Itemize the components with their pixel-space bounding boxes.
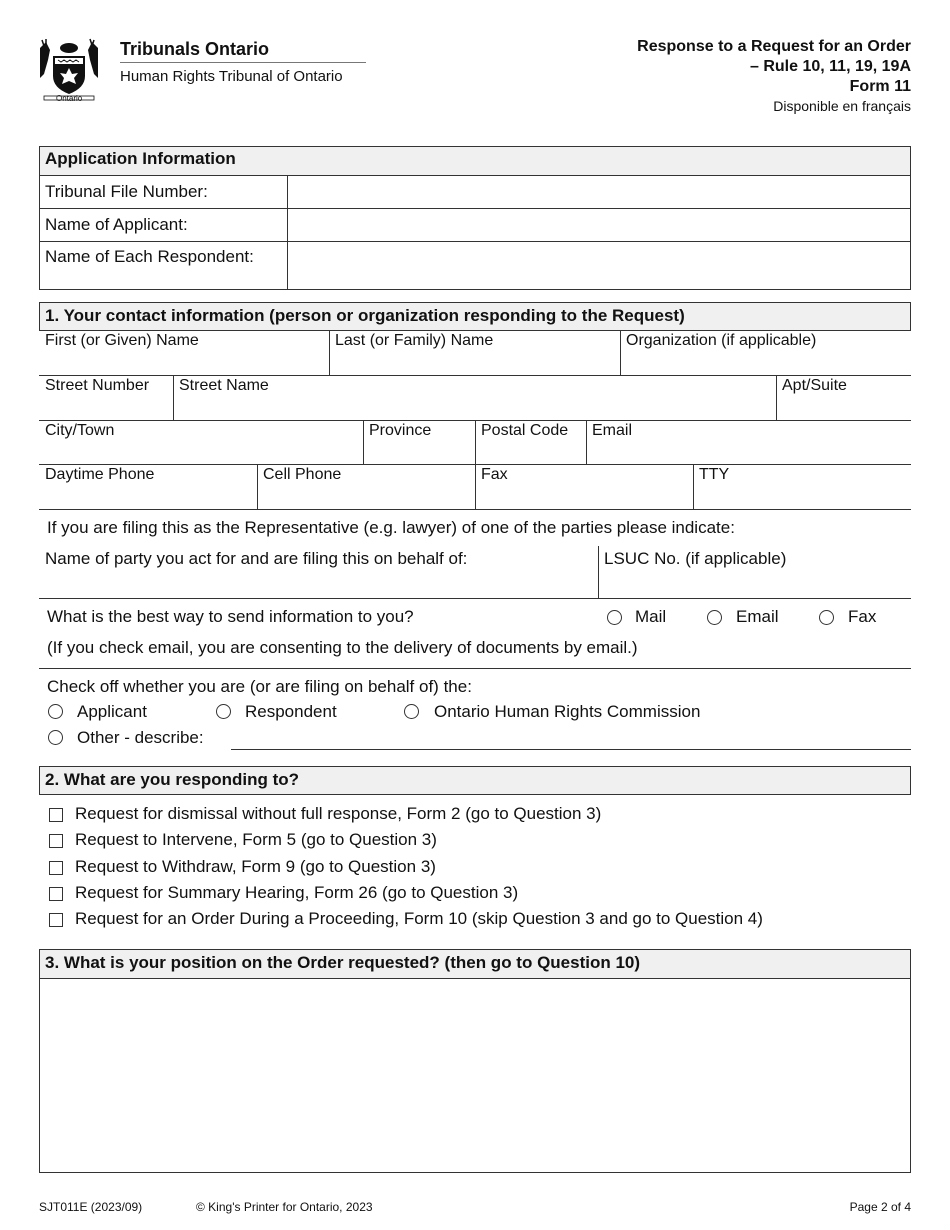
city-label: City/Town xyxy=(45,422,115,439)
postal-code-field[interactable] xyxy=(477,441,585,463)
role-other-description-field[interactable] xyxy=(231,728,911,750)
form-title-line-2: – Rule 10, 11, 19, 19A xyxy=(750,58,911,75)
section-2-heading: 2. What are you responding to? xyxy=(45,770,300,789)
position-on-order-textarea[interactable] xyxy=(40,979,910,1172)
organization-name: Tribunals Ontario xyxy=(120,39,270,59)
province-field[interactable] xyxy=(365,441,474,463)
send-method-question: What is the best way to send information to you? xyxy=(47,607,414,626)
first-name-label: First (or Given) Name xyxy=(45,332,199,349)
form-title-line-1: Response to a Request for an Order xyxy=(637,38,911,55)
organization-divider xyxy=(120,62,366,63)
application-info-heading: Application Information xyxy=(45,149,236,168)
send-email-label: Email xyxy=(736,607,779,626)
page-number: Page 2 of 4 xyxy=(849,1200,911,1214)
divider xyxy=(39,509,911,510)
role-applicant-label: Applicant xyxy=(77,702,147,721)
cell-phone-field[interactable] xyxy=(259,485,474,508)
role-respondent-label: Respondent xyxy=(245,702,337,721)
role-commission-label: Ontario Human Rights Commission xyxy=(434,702,701,721)
divider xyxy=(39,668,911,669)
response-summary-hearing-checkbox[interactable] xyxy=(49,887,63,901)
divider xyxy=(173,375,174,420)
divider xyxy=(776,375,777,420)
response-intervene-checkbox[interactable] xyxy=(49,834,63,848)
street-number-field[interactable] xyxy=(40,396,172,419)
french-availability-link[interactable]: Disponible en français xyxy=(773,98,911,114)
daytime-phone-field[interactable] xyxy=(40,485,256,508)
apt-suite-label: Apt/Suite xyxy=(782,377,847,394)
street-name-label: Street Name xyxy=(179,377,269,394)
divider xyxy=(598,546,599,599)
divider xyxy=(39,598,911,599)
response-intervene-label: Request to Intervene, Form 5 (go to Question 3) xyxy=(75,830,437,849)
logo-caption: Ontario xyxy=(56,94,83,103)
tribunal-file-number-label: Tribunal File Number: xyxy=(45,182,208,201)
form-code: SJT011E (2023/09) xyxy=(39,1200,143,1214)
email-label: Email xyxy=(592,422,633,439)
response-dismissal-checkbox[interactable] xyxy=(49,808,63,822)
send-email-radio[interactable] xyxy=(707,610,722,625)
respondent-names-field[interactable] xyxy=(289,242,910,289)
divider xyxy=(363,420,364,464)
response-summary-hearing-label: Request for Summary Hearing, Form 26 (go to Question 3) xyxy=(75,883,519,902)
role-applicant-radio[interactable] xyxy=(48,704,63,719)
divider xyxy=(586,420,587,464)
postal-code-label: Postal Code xyxy=(481,422,569,439)
response-order-proceeding-checkbox[interactable] xyxy=(49,913,63,927)
send-mail-radio[interactable] xyxy=(607,610,622,625)
province-label: Province xyxy=(369,422,432,439)
daytime-phone-label: Daytime Phone xyxy=(45,466,155,483)
tty-label: TTY xyxy=(699,466,730,483)
role-other-label: Other - describe: xyxy=(77,728,204,747)
divider xyxy=(287,175,288,290)
role-commission-radio[interactable] xyxy=(404,704,419,719)
divider xyxy=(475,464,476,509)
tribunal-name: Human Rights Tribunal of Ontario xyxy=(120,68,343,85)
copyright: © King's Printer for Ontario, 2023 xyxy=(196,1200,373,1214)
form-number: Form 11 xyxy=(849,78,911,95)
applicant-name-field[interactable] xyxy=(289,209,910,240)
divider xyxy=(329,331,330,375)
tty-field[interactable] xyxy=(695,485,910,508)
fax-field[interactable] xyxy=(477,485,692,508)
divider xyxy=(693,464,694,509)
last-name-field[interactable] xyxy=(331,351,619,374)
divider xyxy=(257,464,258,509)
representative-instruction: If you are filing this as the Representative (e.g. lawyer) of one of the parties please indicate: xyxy=(47,518,735,537)
divider xyxy=(39,375,911,376)
organization-field[interactable] xyxy=(622,351,910,374)
street-number-label: Street Number xyxy=(45,377,150,394)
apt-suite-field[interactable] xyxy=(778,396,910,419)
lsuc-number-field[interactable] xyxy=(600,572,910,597)
street-name-field[interactable] xyxy=(175,396,775,419)
last-name-label: Last (or Family) Name xyxy=(335,332,494,349)
respondent-names-label: Name of Each Respondent: xyxy=(45,247,254,266)
fax-label: Fax xyxy=(481,466,508,483)
organization-label: Organization (if applicable) xyxy=(626,332,817,349)
send-fax-radio[interactable] xyxy=(819,610,834,625)
party-name-field[interactable] xyxy=(40,572,597,597)
form-title-block xyxy=(637,37,911,116)
divider xyxy=(475,420,476,464)
divider xyxy=(620,331,621,375)
role-question: Check off whether you are (or are filing on behalf of) the: xyxy=(47,677,472,696)
section-3-heading: 3. What is your position on the Order requested? (then go to Question 10) xyxy=(45,953,641,972)
city-field[interactable] xyxy=(40,441,362,463)
response-withdraw-label: Request to Withdraw, Form 9 (go to Question 3) xyxy=(75,857,436,876)
response-order-proceeding-label: Request for an Order During a Proceeding, Form 10 (skip Question 3 and go to Question 4) xyxy=(75,909,763,928)
role-respondent-radio[interactable] xyxy=(216,704,231,719)
send-fax-label: Fax xyxy=(848,607,877,626)
ontario-coat-of-arms-logo xyxy=(36,38,102,104)
email-consent-note: (If you check email, you are consenting to the delivery of documents by email.) xyxy=(47,638,638,657)
send-mail-label: Mail xyxy=(635,607,667,626)
organization-block xyxy=(120,38,366,89)
response-dismissal-label: Request for dismissal without full response, Form 2 (go to Question 3) xyxy=(75,804,602,823)
lsuc-number-label: LSUC No. (if applicable) xyxy=(604,549,787,568)
first-name-field[interactable] xyxy=(40,351,328,374)
tribunal-file-number-field[interactable] xyxy=(289,176,910,207)
section-1-heading: 1. Your contact information (person or organization responding to the Request) xyxy=(45,306,685,325)
cell-phone-label: Cell Phone xyxy=(263,466,342,483)
email-field[interactable] xyxy=(588,441,910,463)
response-withdraw-checkbox[interactable] xyxy=(49,861,63,875)
role-other-radio[interactable] xyxy=(48,730,63,745)
applicant-name-label: Name of Applicant: xyxy=(45,215,188,234)
party-name-label: Name of party you act for and are filing this on behalf of: xyxy=(45,549,468,568)
